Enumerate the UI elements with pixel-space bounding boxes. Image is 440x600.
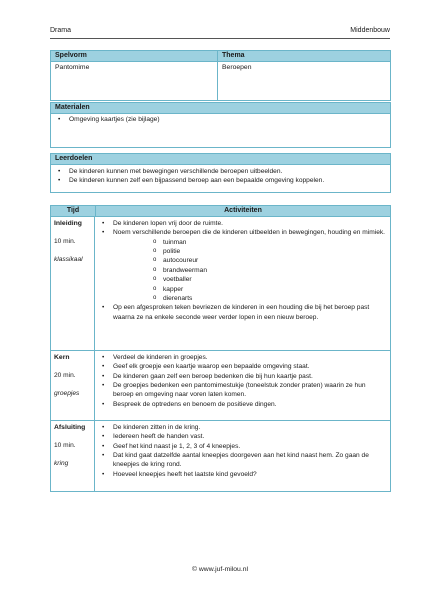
activity-list bbox=[95, 423, 386, 479]
phase-row bbox=[51, 351, 390, 421]
activity-item bbox=[95, 423, 386, 432]
phase-time-cell bbox=[51, 217, 95, 350]
profession-item: o politie bbox=[113, 247, 386, 256]
activity-text: Verdeel de kinderen in groepjes. bbox=[113, 354, 208, 361]
profession-item: o voetballer bbox=[113, 275, 386, 284]
plan-header-row bbox=[51, 206, 390, 217]
activity-text: Op een afgesproken teken bevriezen de kinderen in een houding die bij het beroep past waarna ze na enkele seconde weer verder lopen in een nieuw beroep. bbox=[113, 304, 370, 321]
materials-list bbox=[51, 114, 390, 124]
goal-item: • De kinderen kunnen zelf een bijpassend beroep aan een bepaalde omgeving koppelen. bbox=[51, 176, 390, 185]
footer-copyright: © www.juf-milou.nl bbox=[192, 566, 248, 573]
phase-duration: 10 min. bbox=[54, 237, 76, 245]
activity-item bbox=[95, 219, 386, 228]
phase-activities-cell bbox=[95, 217, 390, 350]
materials-section bbox=[50, 102, 391, 148]
goal-item: • De kinderen kunnen met bewegingen verschillende beroepen uitbeelden. bbox=[51, 167, 390, 176]
phase-duration: 20 min. bbox=[54, 371, 76, 379]
activity-item bbox=[95, 432, 386, 441]
thema-value: Beroepen bbox=[222, 64, 252, 71]
goals-list bbox=[51, 165, 390, 186]
top-value-row bbox=[51, 62, 390, 100]
goals-label: Leerdoelen bbox=[51, 154, 390, 165]
phase-activities-cell bbox=[95, 421, 390, 492]
materials-label: Materialen bbox=[51, 103, 390, 114]
profession-item: o autocoureur bbox=[113, 256, 386, 265]
top-section bbox=[50, 50, 391, 101]
activity-item bbox=[95, 303, 386, 322]
activity-item bbox=[95, 372, 386, 381]
activity-item bbox=[95, 381, 386, 400]
activity-item bbox=[95, 470, 386, 479]
plan-table bbox=[50, 205, 391, 492]
header-grade: Middenbouw bbox=[350, 27, 390, 34]
phase-time-cell bbox=[51, 351, 95, 420]
activity-text: De kinderen zitten in de kring. bbox=[113, 424, 201, 431]
profession-item: o dierenarts bbox=[113, 294, 386, 303]
activity-text: De kinderen gaan zelf een beroep bedenken die bij hun kaartje past. bbox=[113, 372, 313, 380]
phase-title: Kern bbox=[54, 354, 70, 361]
phase-duration: 10 min. bbox=[54, 441, 76, 449]
activity-text: Geef elk groepje een kaartje waarop een bepaalde omgeving staat. bbox=[113, 363, 310, 371]
activity-list bbox=[95, 219, 386, 322]
activity-list bbox=[95, 353, 386, 409]
phase-row bbox=[51, 421, 390, 492]
phase-grouping: kring bbox=[54, 460, 69, 467]
header-subject: Drama bbox=[50, 27, 72, 34]
activity-text: Noem verschillende beroepen die de kinderen uitbeelden in bewegingen, houding en mimiek. bbox=[113, 229, 385, 237]
profession-item: o kapper bbox=[113, 285, 386, 294]
spelvorm-label: Spelvorm bbox=[51, 51, 218, 61]
header-divider bbox=[50, 38, 390, 39]
materials-item: • Omgeving kaartjes (zie bijlage) bbox=[51, 115, 390, 124]
activity-text: Iedereen heeft de handen vast. bbox=[113, 433, 205, 441]
phase-grouping: groepjes bbox=[54, 390, 80, 397]
activity-item bbox=[95, 228, 386, 303]
plan-rows bbox=[51, 217, 390, 492]
activity-text: De kinderen lopen vrij door de ruimte. bbox=[113, 220, 223, 227]
activity-item bbox=[95, 442, 386, 451]
profession-item: o brandweerman bbox=[113, 266, 386, 275]
top-header-row bbox=[51, 51, 390, 62]
profession-list bbox=[113, 238, 386, 304]
phase-grouping: klassikaal bbox=[54, 256, 83, 263]
phase-title: Afsluiting bbox=[54, 424, 86, 431]
activities-header: Activiteiten bbox=[224, 207, 262, 214]
activity-item bbox=[95, 362, 386, 371]
spelvorm-value: Pantomime bbox=[51, 62, 218, 100]
activity-item bbox=[95, 451, 386, 470]
thema-label: Thema bbox=[222, 52, 245, 59]
goals-section bbox=[50, 153, 391, 193]
activity-item bbox=[95, 400, 386, 409]
time-header: Tijd bbox=[51, 206, 96, 216]
phase-time-cell bbox=[51, 421, 95, 492]
profession-item: o tuinman bbox=[113, 238, 386, 247]
activity-text: Hoeveel kneepjes heeft het laatste kind gevoeld? bbox=[113, 470, 257, 478]
activity-text: Geef het kind naast je 1, 2, 3 of 4 kneepjes. bbox=[113, 442, 241, 450]
activity-text: Bespreek de optredens en benoem de positieve dingen. bbox=[113, 400, 277, 408]
activity-text: Dat kind gaat datzelfde aantal kneepjes doorgeven aan het kind naast hem. Zo gaan de kneepjes de kring rond. bbox=[113, 452, 369, 469]
activity-item bbox=[95, 353, 386, 362]
phase-activities-cell bbox=[95, 351, 390, 420]
phase-row bbox=[51, 217, 390, 351]
phase-title: Inleiding bbox=[54, 220, 82, 227]
activity-text: De groepjes bedenken een pantomimestukje (toneelstuk zonder praten) waarin ze hun beroep en omgeving naar voren laten komen. bbox=[113, 382, 366, 399]
